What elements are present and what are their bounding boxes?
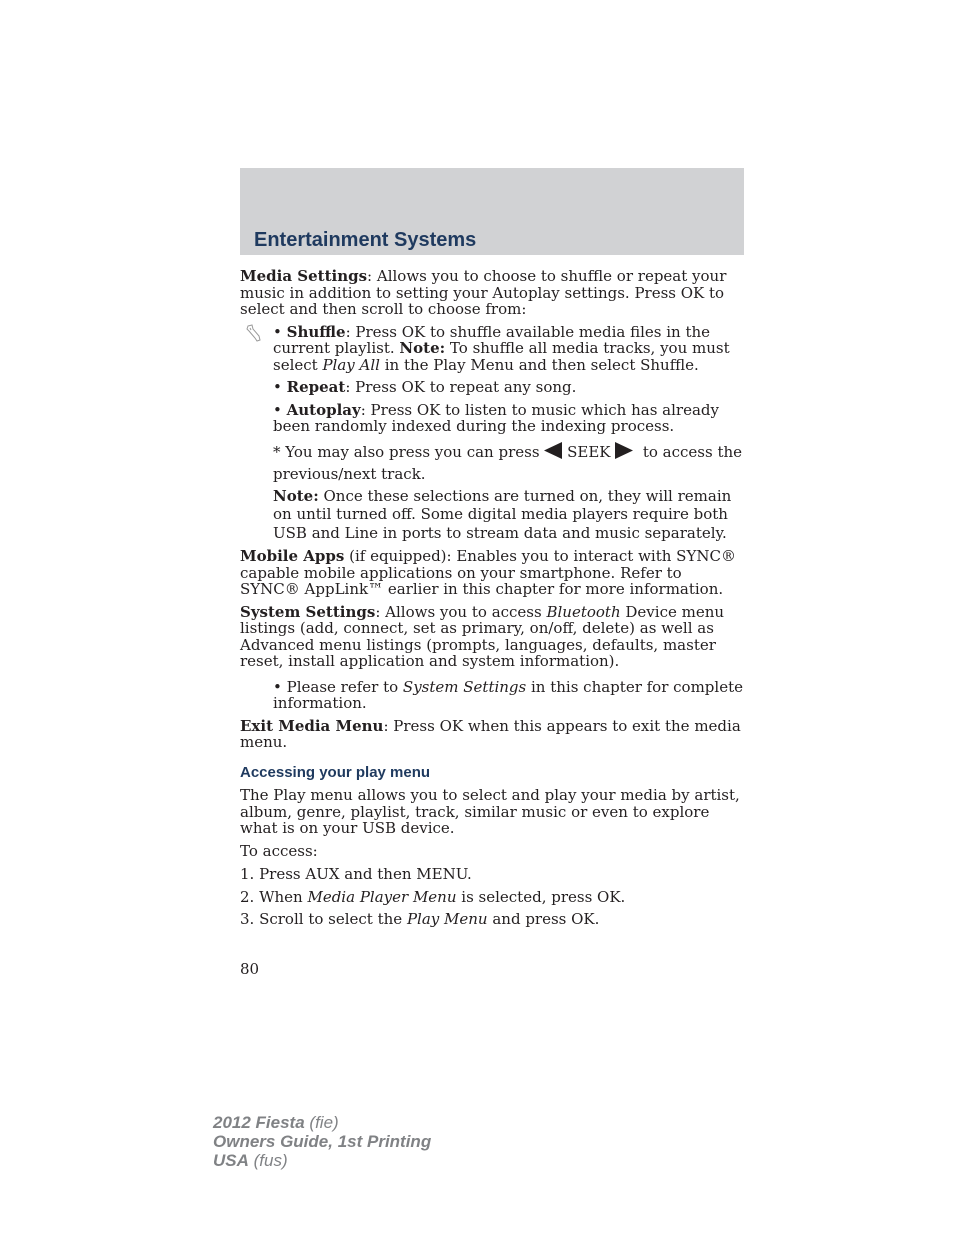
page-content: [240, 268, 744, 934]
note-label: Note:: [399, 339, 446, 357]
autoplay-item: • Autoplay: Press OK to listen to music which has already been randomly indexed during the indexing process.: [273, 400, 719, 435]
footer-line-2: Owners Guide, 1st Printing: [213, 1132, 432, 1151]
system-settings-paragraph: System Settings: Allows you to access Bluetooth Device menu listings (add, connect, set as primary, on/off, delete) as well as Advanced menu listings (prompts, languages, defaults, master reset, install application and system information).: [240, 602, 725, 670]
mobile-apps-term: Mobile Apps: [240, 547, 345, 565]
to-access-label: To access:: [240, 841, 318, 860]
triangle-right-icon: [615, 442, 633, 459]
repeat-item: • Repeat: Press OK to repeat any song.: [273, 378, 577, 396]
section-title: Entertainment Systems: [254, 229, 477, 251]
triangle-left-icon: [544, 442, 562, 459]
autoplay-term: Autoplay: [286, 400, 361, 419]
media-settings-paragraph: Media Settings: Allows you to choose to shuffle or repeat your music in addition to setting your Autoplay settings. Press OK to select and then scroll to choose from:: [240, 267, 727, 318]
step-2: 2. When Media Player Menu is selected, press OK.: [240, 887, 626, 906]
section-header-band: [240, 168, 744, 255]
repeat-term: Repeat: [286, 378, 346, 396]
page-number: 80: [240, 960, 260, 978]
step-3: 3. Scroll to select the Play Menu and press OK.: [240, 910, 600, 928]
exit-media-menu-term: Exit Media Menu: [240, 716, 384, 735]
note-paragraph: Note: Once these selections are turned on, they will remain on until turned off. Some digital media players require both USB and Line in ports to stream data and music separately.: [273, 486, 732, 542]
media-settings-term: Media Settings: [240, 267, 368, 285]
step-1: 1. Press AUX and then MENU.: [240, 865, 472, 883]
shuffle-item: • Shuffle: Press OK to shuffle available media files in the current playlist. Note: To shuffle all media tracks, you must select Play All in the Play Menu and then select Shuffle.: [240, 324, 744, 374]
note2-label: Note:: [273, 486, 319, 505]
seek-label: SEEK: [567, 442, 611, 461]
footer-line-3: USA (fus): [213, 1151, 288, 1170]
seek-paragraph: * You may also press you can press SEEK to access the previous/next track.: [273, 442, 743, 483]
shuffle-term: Shuffle: [286, 322, 346, 341]
subheading: Accessing your play menu: [240, 763, 431, 781]
exit-media-menu-paragraph: Exit Media Menu: Press OK when this appears to exit the media menu.: [240, 716, 741, 751]
mobile-apps-paragraph: Mobile Apps (if equipped): Enables you to interact with SYNC® capable mobile applications on your smartphone. Refer to SYNC® AppLink™ earlier in this chapter for more information.: [240, 547, 736, 598]
footer: [213, 1113, 431, 1170]
footer-line-1: 2012 Fiesta (fie): [213, 1113, 339, 1132]
play-intro-paragraph: The Play menu allows you to select and play your media by artist, album, genre, playlist, track, similar music or even to explore what is on your USB device.: [240, 786, 740, 837]
refer-item: • Please refer to System Settings in this chapter for complete information.: [273, 677, 743, 712]
system-settings-term: System Settings: [240, 602, 376, 621]
wrench-tool-icon: [246, 324, 262, 342]
